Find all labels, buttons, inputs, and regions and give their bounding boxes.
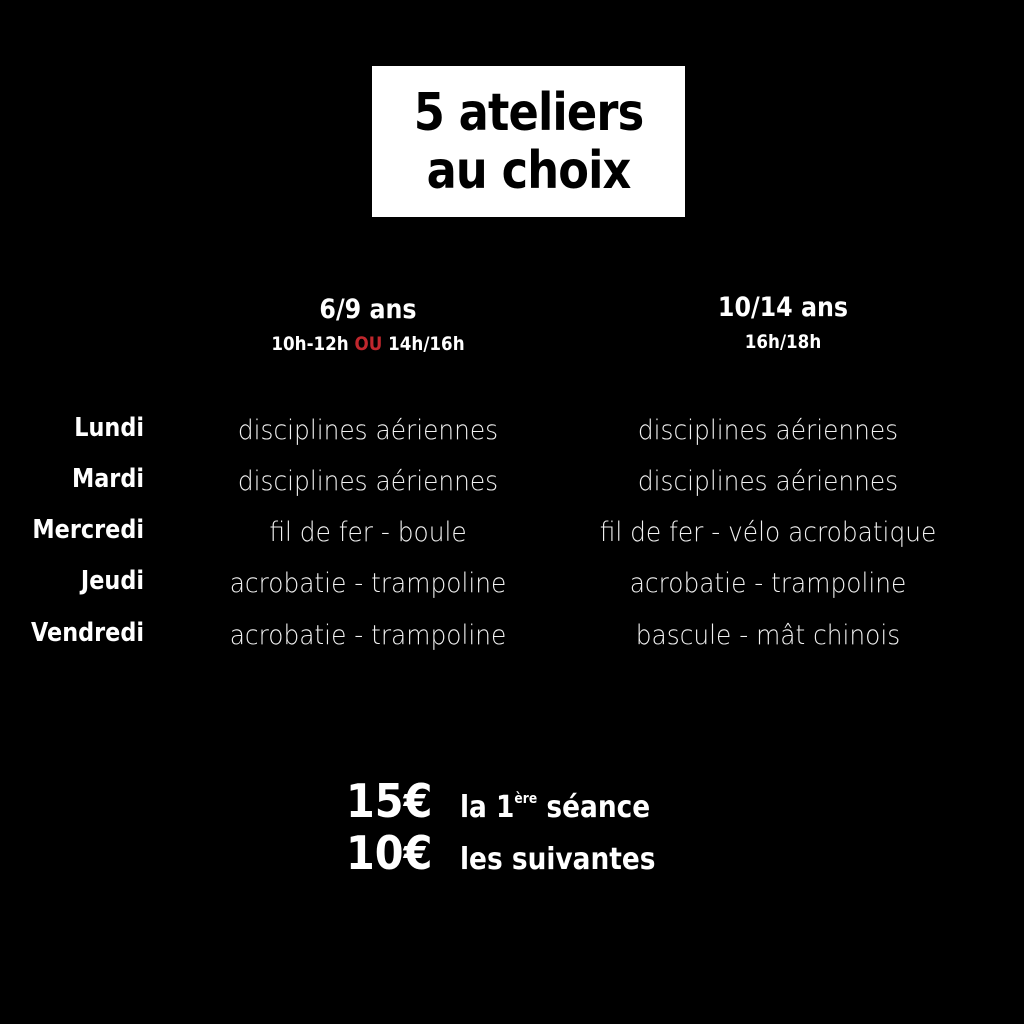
column-header-6-9 <box>218 294 518 356</box>
day-label: Lundi <box>74 413 144 443</box>
schedule-cell: disciplines aériennes <box>237 415 499 446</box>
age-group-label: 6/9 ans <box>319 294 417 325</box>
title-line-2: au choix <box>426 140 631 201</box>
hours-morning: 10h-12h <box>271 333 349 355</box>
price-text: séance <box>537 790 651 825</box>
schedule-cell: disciplines aériennes <box>637 415 899 446</box>
schedule-cell: disciplines aériennes <box>637 466 899 497</box>
hours-label <box>236 332 500 356</box>
schedule-cell: acrobatie - trampoline <box>229 568 507 599</box>
title-line-1: 5 ateliers <box>413 82 644 143</box>
day-label: Mercredi <box>32 515 144 545</box>
ordinal-superscript: ère <box>514 791 538 807</box>
day-label: Jeudi <box>80 566 144 596</box>
hours-label: 16h/18h <box>744 331 822 353</box>
schedule-cell: bascule - mât chinois <box>635 620 901 651</box>
price-first-session <box>346 774 676 828</box>
age-group-label: 10/14 ans <box>717 292 849 323</box>
column-header-10-14 <box>618 292 948 354</box>
schedule-cell: fil de fer - vélo acrobatique <box>599 517 937 548</box>
schedule-cell: acrobatie - trampoline <box>229 620 507 651</box>
price-following-sessions <box>346 826 682 880</box>
or-label: OU <box>354 333 383 355</box>
schedule-cell: acrobatie - trampoline <box>629 568 907 599</box>
schedule-cell: fil de fer - boule <box>269 517 467 548</box>
price-description <box>460 790 650 825</box>
day-label: Vendredi <box>30 618 145 648</box>
day-label: Mardi <box>71 464 144 494</box>
price-text: la 1 <box>460 790 515 825</box>
hours-afternoon: 14h/16h <box>388 333 465 355</box>
price-amount: 15€ <box>346 774 433 828</box>
price-description: les suivantes <box>460 842 656 877</box>
schedule-cell: disciplines aériennes <box>237 466 499 497</box>
title-box <box>372 66 685 217</box>
price-amount: 10€ <box>346 826 433 880</box>
